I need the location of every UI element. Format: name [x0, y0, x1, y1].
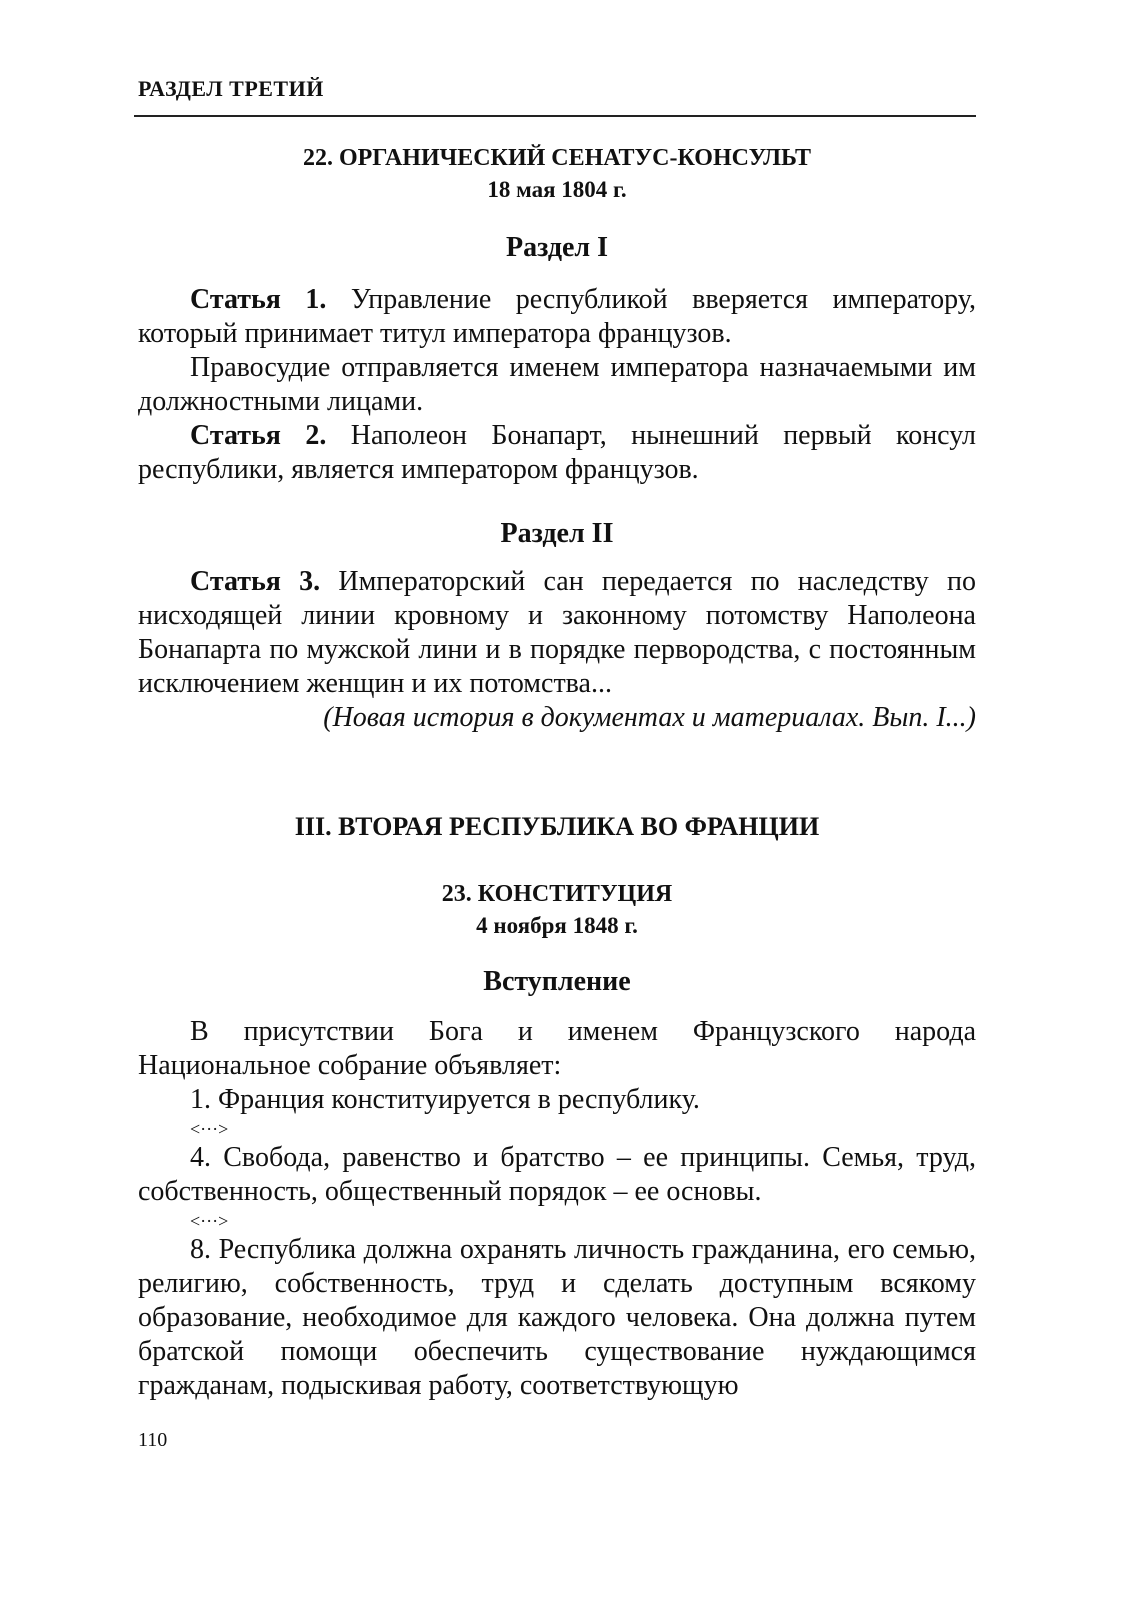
article-3 [138, 565, 976, 701]
article-2-text: Наполеон Бонапарт, нынешний первый консул республики, является императором французов. [138, 420, 976, 485]
document-22-date: 18 мая 1804 г. [487, 177, 627, 202]
page-content [138, 143, 976, 1403]
article-2 [138, 419, 976, 487]
constitution-item-1: 1. Франция конституируется в республику. [190, 1084, 700, 1115]
section-2-title: Раздел II [500, 518, 614, 549]
article-1-label: Статья 1. [190, 284, 327, 315]
introduction-title: Вступление [483, 966, 631, 997]
article-2-label: Статья 2. [190, 420, 327, 451]
header-rule [134, 115, 976, 117]
book-page [138, 0, 976, 1601]
article-3-label: Статья 3. [190, 566, 321, 597]
section-1-title: Раздел I [505, 232, 609, 263]
document-23-title: 23. КОНСТИТУЦИЯ [441, 881, 673, 907]
article-1 [138, 283, 976, 351]
constitution-item-8: 8. Республика должна охранять личность гражданина, его семью, религию, собственность, труд и сделать доступным всякому образование, необходимое для каждого человека. Она должна путем братской помощи обеспечить существование нуждающимся гражданам, подыскивая работу, соответствующую [138, 1234, 976, 1401]
introduction-text: В присутствии Бога и именем Французского народа Национальное собрание объявляет: [138, 1016, 976, 1081]
part-3-title: III. ВТОРАЯ РЕСПУБЛИКА ВО ФРАНЦИИ [294, 812, 820, 841]
constitution-item-4: 4. Свобода, равенство и братство – ее принципы. Семья, труд, собственность, общественный порядок – ее основы. [138, 1142, 976, 1207]
running-head: РАЗДЕЛ ТРЕТИЙ [138, 76, 324, 101]
document-22-title: 22. ОРГАНИЧЕСКИЙ СЕНАТУС-КОНСУЛЬТ [302, 145, 812, 171]
article-1-paragraph-2: Правосудие отправляется именем императора назначаемыми им должностными лицами. [138, 352, 976, 417]
article-1-text: Управление республикой вверяется императору, который принимает титул императора французов. [138, 284, 976, 349]
omission-mark-1: <···> [190, 1119, 229, 1139]
source-citation: (Новая история в документах и материалах. Вып. I...) [323, 702, 976, 733]
omission-mark-2: <···> [190, 1211, 229, 1231]
page-number: 110 [138, 1429, 168, 1451]
article-3-text: Императорский сан передается по наследству по нисходящей линии кровному и законному потомству Наполеона Бонапарта по мужской лини и в порядке первородства, с постоянным исключением женщин и их потомства... [138, 566, 977, 699]
document-23-date: 4 ноября 1848 г. [476, 913, 638, 938]
